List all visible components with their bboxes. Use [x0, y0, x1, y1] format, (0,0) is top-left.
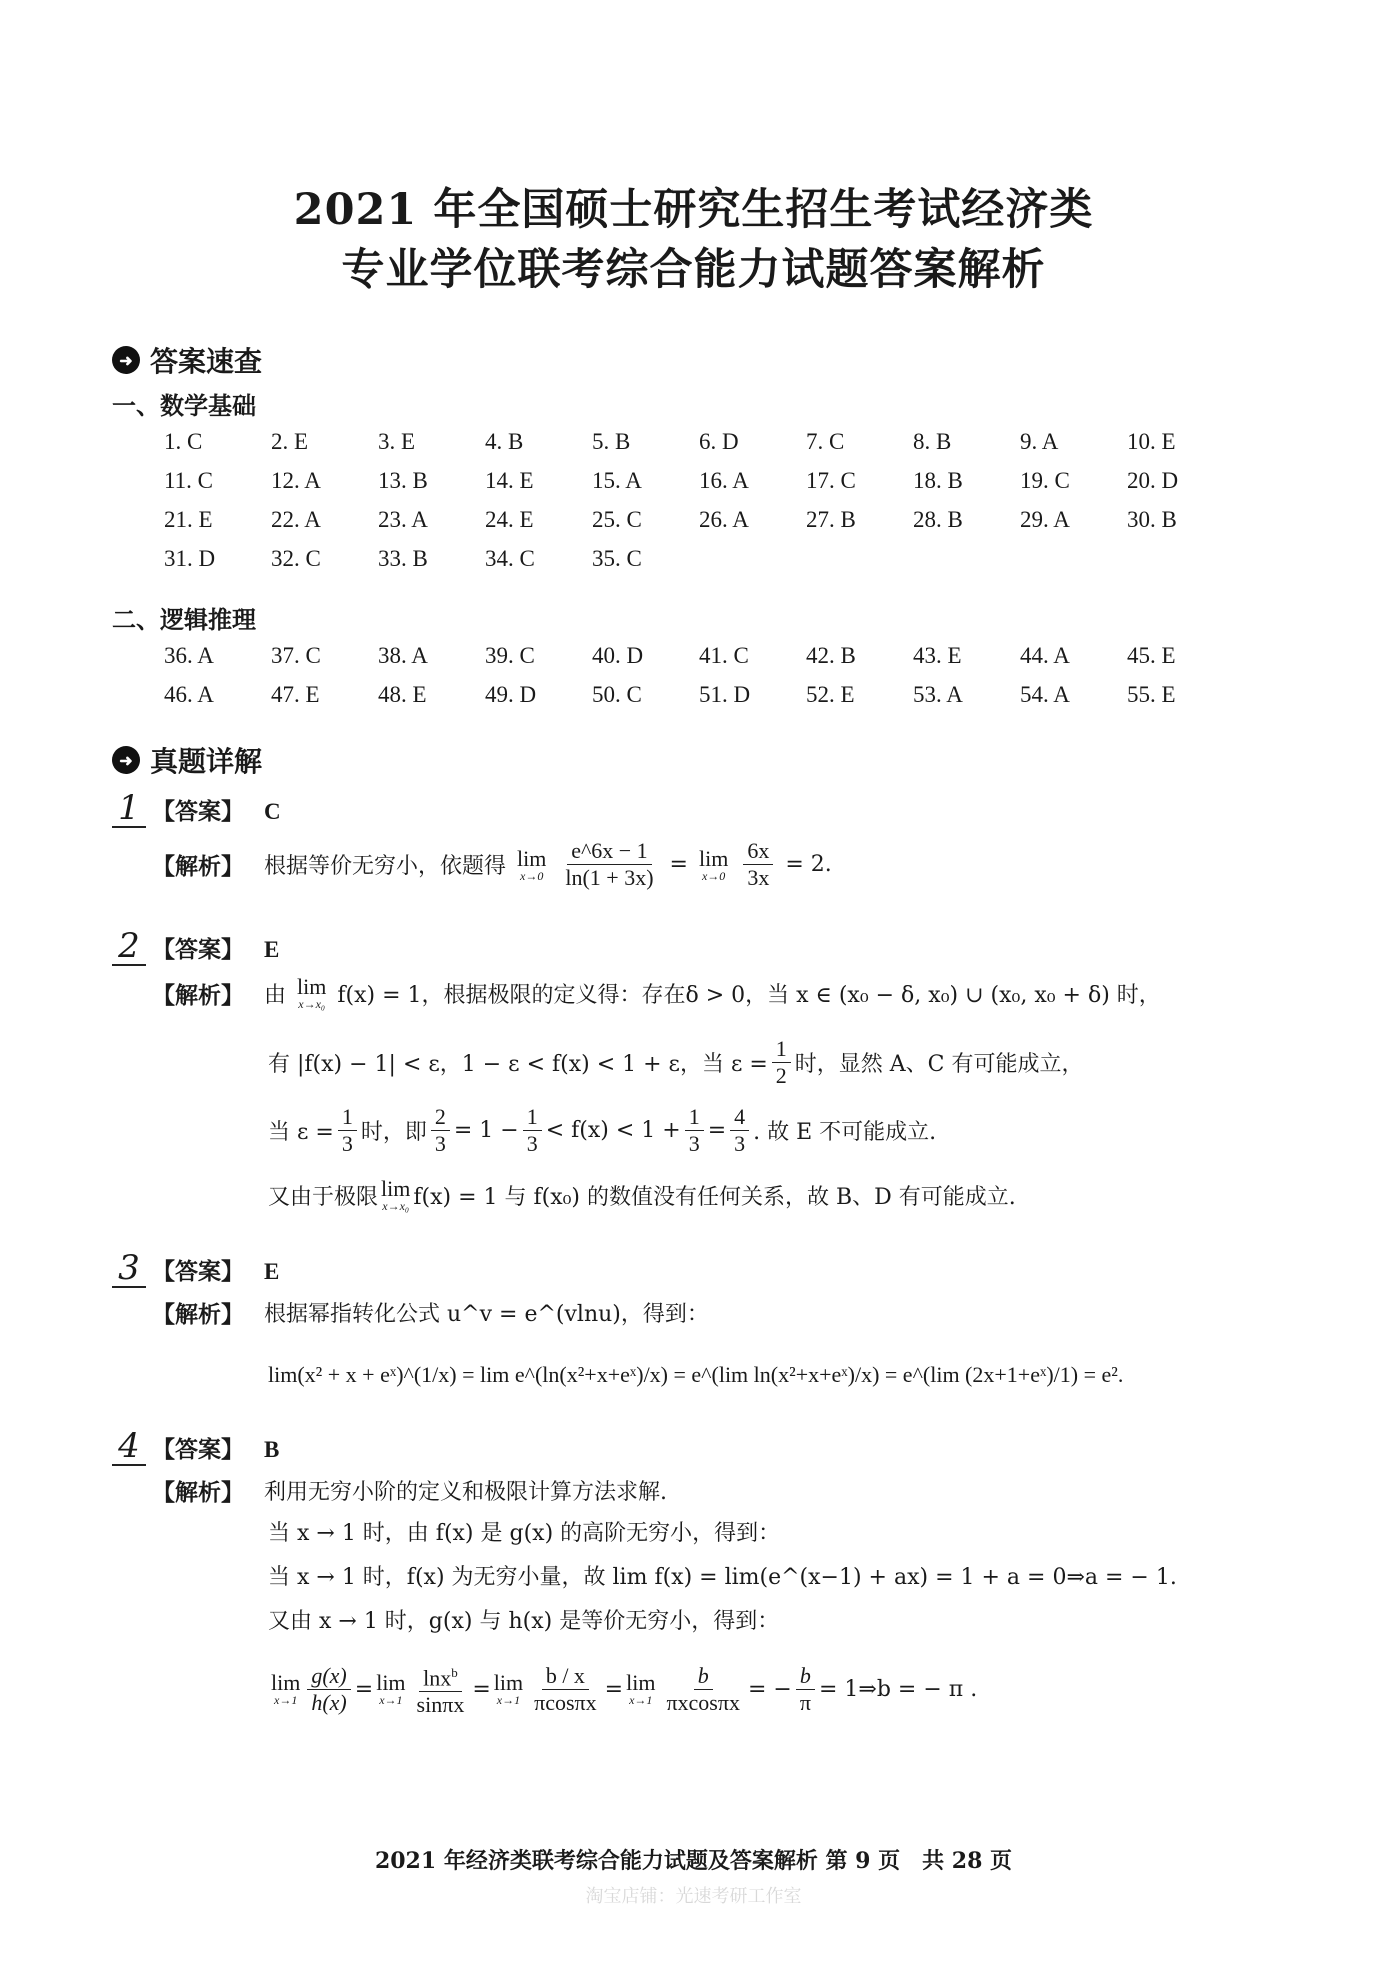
answer-cell: 7. C: [806, 428, 845, 454]
answer-cell: 3. E: [378, 428, 416, 454]
answer-cell: 5. B: [592, 428, 631, 454]
answer-cell: 44. A: [1020, 642, 1070, 668]
detail-heading: [112, 740, 262, 780]
answer-cell: 41. C: [699, 642, 749, 668]
analysis-text: 根据等价无穷小，依题得: [264, 854, 507, 879]
answer-cell: 32. C: [271, 545, 321, 571]
fraction: $\frac{4}{3}$: [730, 1104, 749, 1157]
logic-section-label: 二、逻辑推理: [112, 605, 256, 634]
fraction: $\frac{1}{3}$: [338, 1104, 357, 1157]
question-2-header: [112, 928, 279, 966]
detail-heading-text: 真题详解: [150, 745, 263, 778]
answer-row: [164, 461, 1284, 500]
answer-value: E: [264, 937, 280, 962]
fraction: $\frac{b / x}{\pi\cos\pi x}$: [534, 1662, 597, 1715]
answer-cell: 33. B: [378, 545, 428, 571]
text: < f(x) < 1 +: [545, 1118, 681, 1143]
answer-cell: 14. E: [485, 467, 534, 493]
question-2-line1: [152, 976, 1161, 1010]
answer-cell: 55. E: [1127, 681, 1176, 707]
answer-cell: 18. B: [913, 467, 963, 493]
answer-cell: 1. C: [164, 428, 203, 454]
result: = 2.: [785, 852, 832, 877]
limit-symbol: lim x→x₀: [297, 974, 327, 1011]
logic-answers-grid: [164, 636, 1284, 714]
answer-cell: 20. D: [1127, 467, 1179, 493]
answer-tag: 【答案】: [152, 1436, 244, 1463]
answer-cell: 49. D: [485, 681, 537, 707]
answer-cell: 37. C: [271, 642, 321, 668]
fraction: $\frac{b}{\pi}$: [796, 1663, 815, 1716]
answer-cell: 15. A: [592, 467, 642, 493]
answer-cell: 45. E: [1127, 642, 1176, 668]
result: = 1⇒b = − π .: [818, 1676, 978, 1702]
answer-row: [164, 539, 1284, 578]
text: 有 |f(x) − 1| < ε，1 − ε < f(x) < 1 + ε，当 ε =: [268, 1052, 768, 1077]
text: f(x) = 1，根据极限的定义得：存在δ > 0，当 x ∈ (x₀ − δ, x₀) ∪ (x₀, x₀ + δ) 时，: [337, 982, 1161, 1008]
answer-tag: 【答案】: [152, 1258, 244, 1285]
answer-row: [164, 500, 1284, 539]
analysis-tag: 【解析】: [152, 1479, 244, 1506]
text: 利用无穷小阶的定义和极限计算方法求解.: [264, 1480, 667, 1505]
answer-cell: 23. A: [378, 506, 428, 532]
answer-cell: 9. A: [1020, 428, 1059, 454]
answer-cell: 8. B: [913, 428, 952, 454]
answer-cell: 30. B: [1127, 506, 1177, 532]
question-3-header: [112, 1250, 279, 1288]
answer-cell: 35. C: [592, 545, 642, 571]
question-number: 2: [112, 928, 146, 966]
analysis-tag: 【解析】: [152, 853, 244, 880]
fraction: $\frac{b}{\pi xcos\pi x}$: [666, 1662, 740, 1715]
text: 时，显然 A、C 有可能成立，: [794, 1052, 1084, 1077]
answer-value: E: [264, 1259, 280, 1284]
answer-cell: 50. C: [592, 681, 642, 707]
answer-tag: 【答案】: [152, 798, 244, 825]
answer-cell: 13. B: [378, 467, 428, 493]
analysis-tag: 【解析】: [152, 981, 244, 1009]
numerator: 6x: [743, 838, 773, 865]
arrow-circle-icon: ➜: [112, 346, 140, 374]
answer-cell: 6. D: [699, 428, 739, 454]
limit-symbol: lim x→1: [626, 1670, 656, 1708]
fraction: $\frac{\ln x^b}{\sin\pi x}$: [413, 1660, 469, 1718]
answer-cell: 48. E: [378, 681, 427, 707]
text: 由: [264, 982, 287, 1008]
limit-symbol: lim x→0: [698, 845, 729, 883]
text: =: [707, 1118, 727, 1143]
answer-cell: 36. A: [164, 642, 214, 668]
text: f(x) = 1 与 f(x₀) 的数值没有任何关系，故 B、D 有可能成立.: [413, 1184, 1016, 1210]
fraction: [743, 838, 773, 891]
question-3-formula: lim(x² + x + eˣ)^(1/x) = lim e^(ln(x²+x+eˣ)/x) = e^(lim ln(x²+x+eˣ)/x) = e^(lim (2x+1+eˣ)/1) = e².: [268, 1362, 1124, 1387]
answer-cell: 11. C: [164, 467, 213, 493]
question-2-line2: [268, 1036, 1084, 1089]
question-4-line1: [152, 1474, 667, 1507]
answer-cell: 52. E: [806, 681, 855, 707]
analysis-text: 根据幂指转化公式 u^v = e^(vlnu)，得到：: [264, 1302, 709, 1327]
question-3-analysis: [152, 1296, 709, 1329]
question-4-header: [112, 1428, 279, 1466]
answer-cell: 26. A: [699, 506, 749, 532]
quick-answers-heading: [112, 340, 262, 380]
answer-cell: 21. E: [164, 506, 213, 532]
answer-cell: 27. B: [806, 506, 856, 532]
answer-row: [164, 675, 1284, 714]
answer-cell: 19. C: [1020, 467, 1070, 493]
answer-cell: 29. A: [1020, 506, 1070, 532]
answer-cell: 24. E: [485, 506, 534, 532]
answer-cell: 10. E: [1127, 428, 1176, 454]
answer-value: C: [264, 799, 281, 824]
numerator: e^6x − 1: [567, 838, 652, 865]
answer-value: B: [264, 1437, 280, 1462]
denominator: ln(1 + 3x): [565, 865, 654, 890]
answer-cell: 2. E: [271, 428, 309, 454]
arrow-circle-icon: ➜: [112, 746, 140, 774]
answer-cell: 40. D: [592, 642, 644, 668]
answer-cell: 17. C: [806, 467, 856, 493]
limit-symbol: lim x→0: [517, 845, 547, 883]
answer-cell: 42. B: [806, 642, 856, 668]
analysis-tag: 【解析】: [152, 1301, 244, 1328]
page-title-line1: 2021 年全国硕士研究生招生考试经济类: [293, 185, 1094, 235]
fraction: $\frac{2}{3}$: [431, 1104, 450, 1157]
answer-row: [164, 636, 1284, 675]
limit-symbol: lim x→x₀: [381, 1176, 411, 1213]
answer-cell: 4. B: [485, 428, 524, 454]
math-section-label: 一、数学基础: [112, 391, 256, 420]
answer-cell: 47. E: [271, 681, 320, 707]
fraction: $\frac{1}{3}$: [523, 1104, 542, 1157]
math-answers-grid: [164, 422, 1284, 578]
text: 时，即: [360, 1120, 427, 1145]
answer-cell: 34. C: [485, 545, 535, 571]
question-1-header: [112, 790, 281, 828]
limit-symbol: lim x→1: [271, 1670, 301, 1708]
question-4-line4: 又由 x → 1 时，g(x) 与 h(x) 是等价无穷小，得到：: [268, 1609, 780, 1634]
page-title-line2: 专业学位联考综合能力试题答案解析: [341, 245, 1046, 295]
question-2-line3: [268, 1104, 936, 1157]
fraction: $\frac{g(x)}{h(x)}$: [307, 1663, 350, 1716]
limit-symbol: lim x→1: [376, 1670, 406, 1708]
answer-cell: 53. A: [913, 681, 963, 707]
denominator: 3x: [747, 865, 770, 890]
text: 当 ε =: [268, 1120, 334, 1145]
quick-heading-text: 答案速查: [150, 345, 263, 378]
text: 又由于极限: [268, 1184, 379, 1210]
question-4-line3: 当 x → 1 时，f(x) 为无穷小量，故 lim f(x) = lim(e^(x−1) + ax) = 1 + a = 0⇒a = − 1.: [268, 1565, 1177, 1590]
fraction: $\frac{1}{3}$: [685, 1104, 704, 1157]
answer-cell: 39. C: [485, 642, 535, 668]
answer-cell: 46. A: [164, 681, 214, 707]
question-number: 3: [112, 1250, 146, 1288]
limit-symbol: lim x→1: [493, 1670, 524, 1708]
answer-cell: 22. A: [271, 506, 321, 532]
question-4-formula: lim x→1 $\frac{g(x)}{h(x)}$ = lim x→1 $\frac{\ln x^b}{\sin\pi x}$ = lim x→1 $\frac{b / x}{\pi\cos\pi x}$ = lim x→1 $\frac{b}{\pi xcos\pi x}$ = − $\frac{b}{\pi}$ = 1⇒b = − π .: [268, 1660, 977, 1718]
text: = 1 −: [453, 1118, 519, 1143]
answer-cell: 31. D: [164, 545, 216, 571]
question-4-line2: 当 x → 1 时，由 f(x) 是 g(x) 的高阶无穷小，得到：: [268, 1521, 781, 1546]
answer-tag: 【答案】: [152, 936, 244, 963]
answer-cell: 43. E: [913, 642, 962, 668]
question-number: 4: [112, 1428, 146, 1466]
answer-cell: 28. B: [913, 506, 963, 532]
answer-cell: 54. A: [1020, 681, 1070, 707]
watermark: 淘宝店铺：光速考研工作室: [585, 1886, 802, 1907]
question-number: 1: [112, 790, 146, 828]
text: . 故 E 不可能成立.: [753, 1120, 937, 1145]
fraction: $\frac{1}{2}$: [772, 1036, 791, 1089]
fraction: [561, 838, 657, 891]
answer-cell: 51. D: [699, 681, 751, 707]
question-2-line4: [268, 1178, 1016, 1212]
page-footer: 2021 年经济类联考综合能力试题及答案解析 第 9 页 共 28 页: [374, 1848, 1013, 1874]
answer-row: [164, 422, 1284, 461]
question-1-analysis: 【解析】 根据等价无穷小，依题得 lim x→0 $\frac{e\^{}6x - 1}{\ln(1 + 3x)}$ = lim x→0 $\frac{6x}{3x}$ = 2.: [152, 838, 832, 890]
answer-cell: 12. A: [271, 467, 321, 493]
answer-cell: 38. A: [378, 642, 428, 668]
answer-cell: 25. C: [592, 506, 642, 532]
answer-cell: 16. A: [699, 467, 749, 493]
